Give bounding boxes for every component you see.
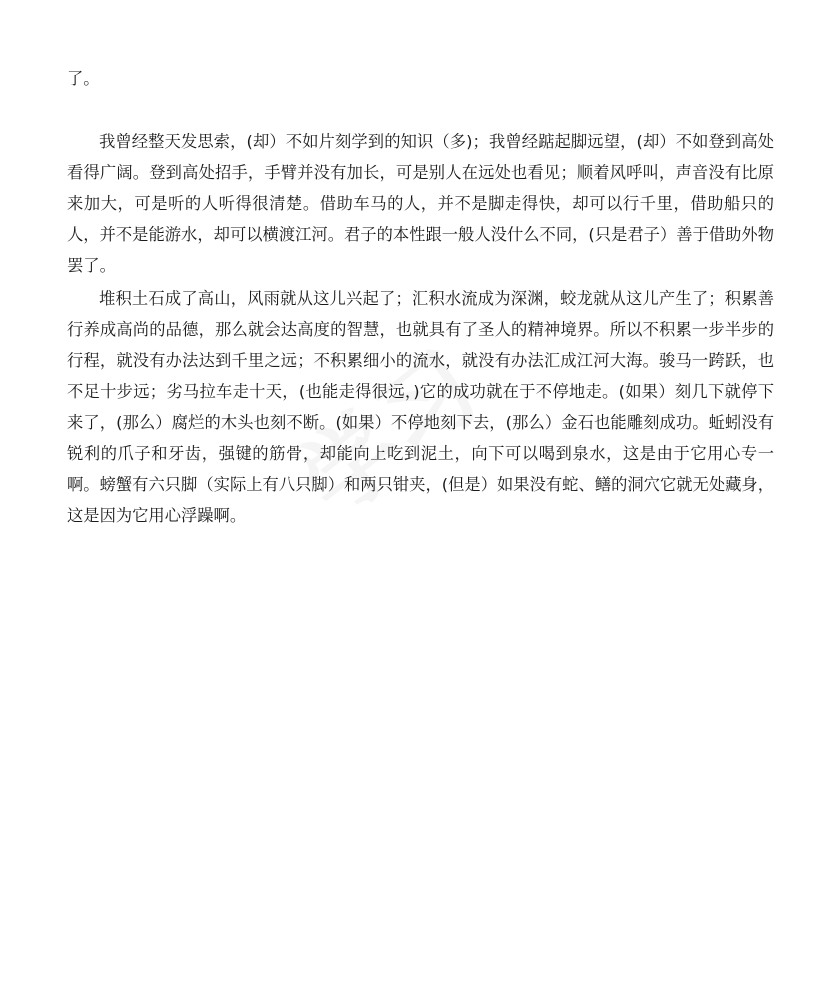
paragraph-borrowing-external-things: 我曾经整天发思索，(却）不如片刻学到的知识（多)；我曾经踮起脚远望，(却）不如登到高处看得广阔。登到高处招手，手臂并没有加长，可是别人在远处也看见；顺着风呼叫，声音没有比原来加大，可是听的人听得很清楚。借助车马的人，并不是脚走得快，却可以行千里，借助船只的人，并不是能游水，却可以横渡江河。君子的本性跟一般人没什么不同，(只是君子）善于借助外物罢了。 bbox=[67, 132, 774, 275]
paragraph-accumulation: 堆积土石成了高山，风雨就从这儿兴起了；汇积水流成为深渊，蛟龙就从这儿产生了；积累善行养成高尚的品德，那么就会达高度的智慧，也就具有了圣人的精神境界。所以不积累一步半步的行程，就没有办法达到千里之远；不积累细小的流水，就没有办法汇成江河大海。骏马一跨跃，也不足十步远；劣马拉车走十天，(也能走得很远，)它的成功就在于不停地走。(如果）刻几下就停下来了，(那么）腐烂的木头也刻不断。(如果）不停地刻下去，(那么）金石也能雕刻成功。蚯蚓没有锐利的爪子和牙齿，强键的筋骨，却能向上吃到泥土，向下可以喝到泉水，这是由于它用心专一啊。螃蟹有六只脚（实际上有八只脚）和两只钳夹，(但是）如果没有蛇、鳝的洞穴它就无处藏身，这是因为它用心浮躁啊。 bbox=[67, 289, 774, 525]
continuation-text: 了。 bbox=[67, 69, 100, 88]
